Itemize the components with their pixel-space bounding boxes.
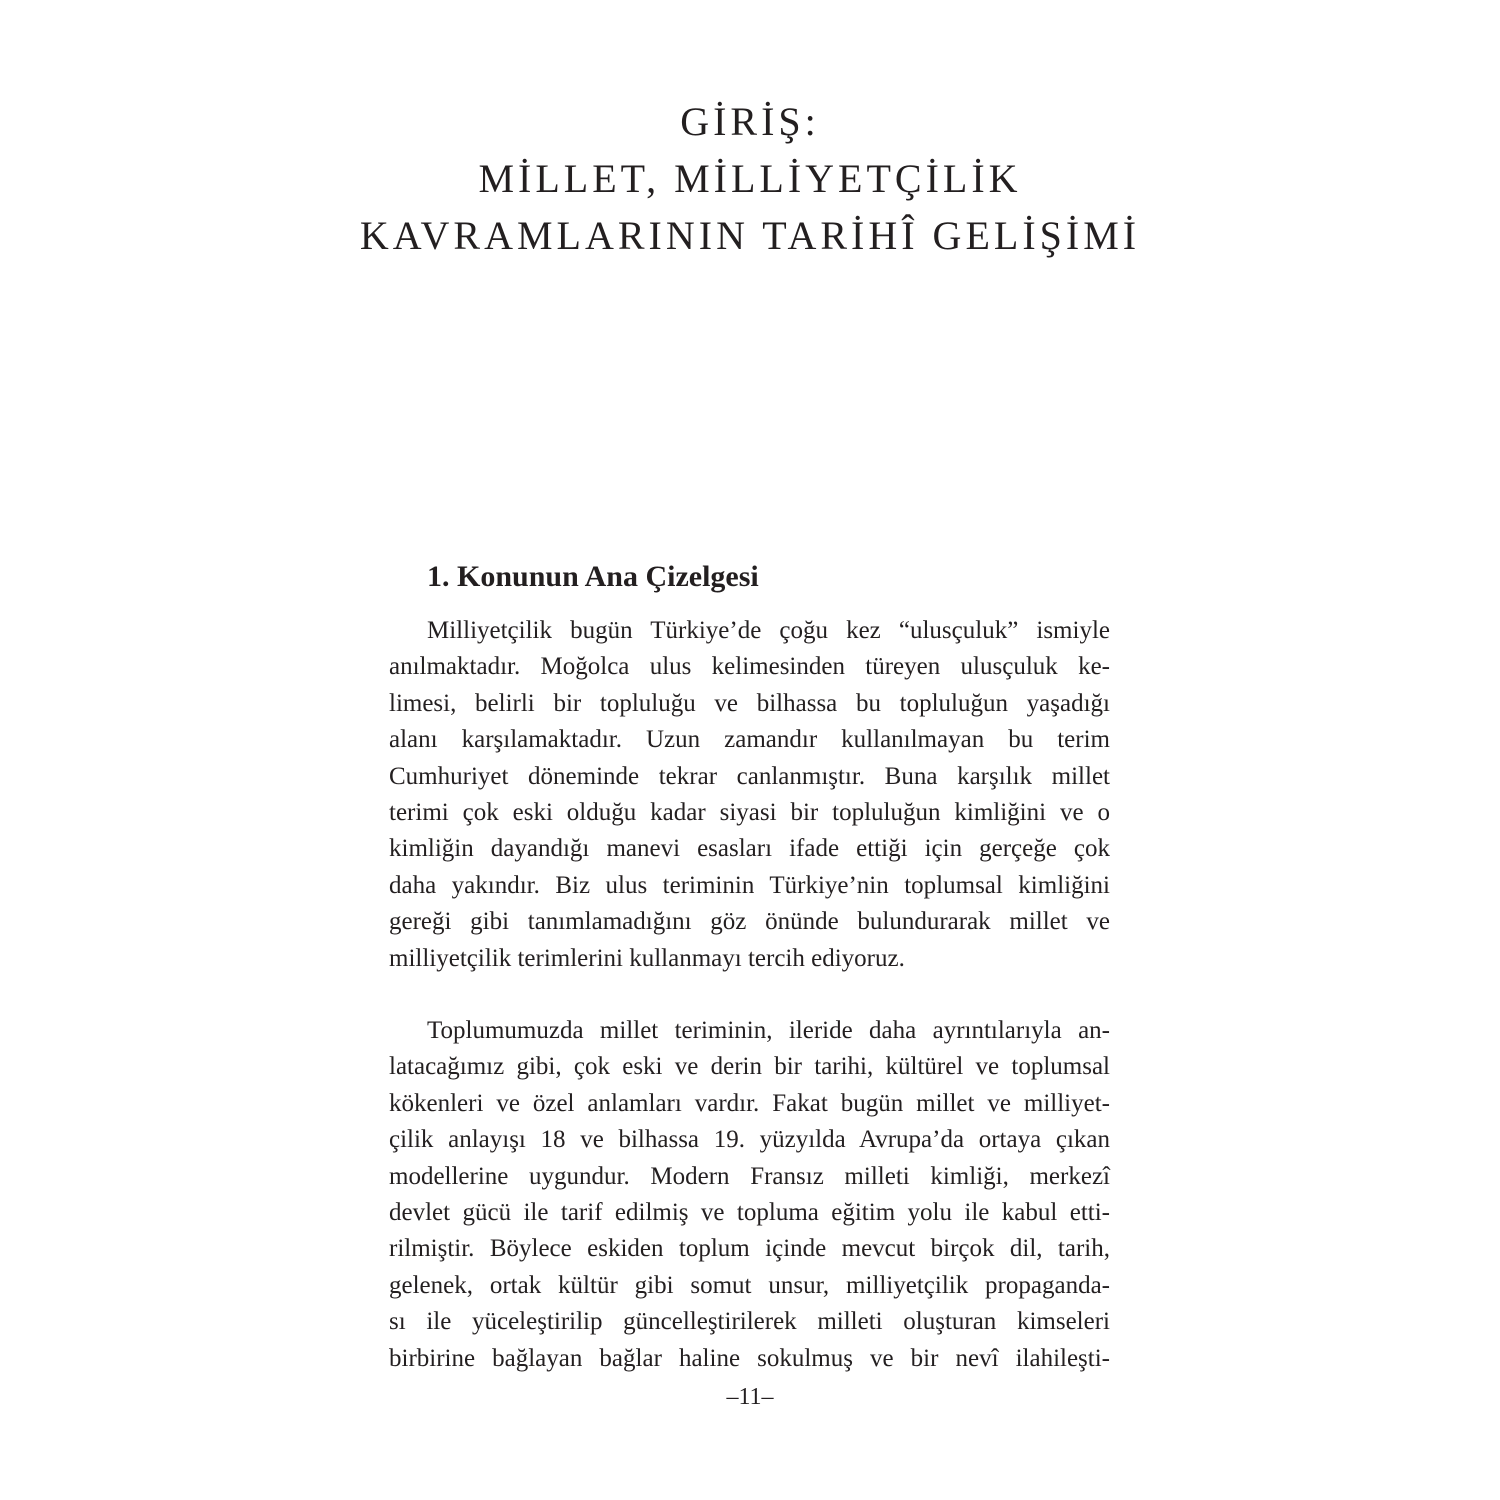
text-line: limesi, belirli bir topluluğu ve bilhassa bu topluluğun yaşadığı: [389, 689, 1110, 717]
text-line: terimi çok eski olduğu kadar siyasi bir topluluğun kimliğini ve o: [389, 798, 1110, 826]
text-line: sı ile yüceleştirilip güncelleştirilerek milleti oluşturan kimseleri: [389, 1308, 1110, 1336]
text-line: latacağımız gibi, çok eski ve derin bir tarihi, kültürel ve toplumsal: [389, 1053, 1110, 1081]
text-line: rilmiştir. Böylece eskiden toplum içinde mevcut birçok dil, tarih,: [389, 1235, 1110, 1263]
chapter-title-line: GİRİŞ:: [680, 99, 820, 144]
text-line: Cumhuriyet döneminde tekrar canlanmıştır. Buna karşılık millet: [389, 762, 1110, 790]
text-line: anılmaktadır. Moğolca ulus kelimesinden türeyen ulusçuluk ke-: [389, 653, 1110, 681]
chapter-title-line: KAVRAMLARININ TARİHÎ GELİŞİMİ: [359, 213, 1141, 258]
text-line: devlet gücü ile tarif edilmiş ve topluma eğitim yolu ile kabul etti-: [389, 1198, 1110, 1226]
chapter-title: [300, 93, 1200, 264]
text-line: kimliğin dayandığı manevi esasları ifade ettiği için gerçeğe çok: [389, 835, 1110, 863]
text-line: Milliyetçilik bugün Türkiye’de çoğu kez “ulusçuluk” ismiyle: [427, 617, 1110, 644]
text-line: alanı karşılamaktadır. Uzun zamandır kullanılmayan bu terim: [389, 726, 1110, 754]
text-line: gereği gibi tanımlamadığını göz önünde bulundurarak millet ve: [389, 908, 1110, 936]
text-line: Toplumumuzda millet teriminin, ileride daha ayrıntılarıyla an-: [427, 1017, 1110, 1044]
body-paragraph: [389, 613, 1110, 977]
text-line: birbirine bağlayan bağlar haline sokulmuş ve bir nevî ilahileşti-: [389, 1344, 1110, 1372]
text-line: milliyetçilik terimlerini kullanmayı tercih ediyoruz.: [389, 944, 905, 972]
section-heading: 1. Konunun Ana Çizelgesi: [427, 560, 759, 593]
text-line: çilik anlayışı 18 ve bilhassa 19. yüzyılda Avrupa’da ortaya çıkan: [389, 1126, 1110, 1154]
text-line: daha yakındır. Biz ulus teriminin Türkiye’nin toplumsal kimliğini: [389, 871, 1110, 899]
text-line: gelenek, ortak kültür gibi somut unsur, milliyetçilik propaganda-: [389, 1271, 1110, 1299]
body-paragraph: [389, 1013, 1110, 1377]
text-line: kökenleri ve özel anlamları vardır. Fakat bugün millet ve milliyet-: [389, 1089, 1110, 1117]
page-number: –11–: [726, 1384, 774, 1410]
chapter-title-line: MİLLET, MİLLİYETÇİLİK: [478, 156, 1022, 201]
text-line: modellerine uygundur. Modern Fransız milleti kimliği, merkezî: [389, 1162, 1110, 1190]
